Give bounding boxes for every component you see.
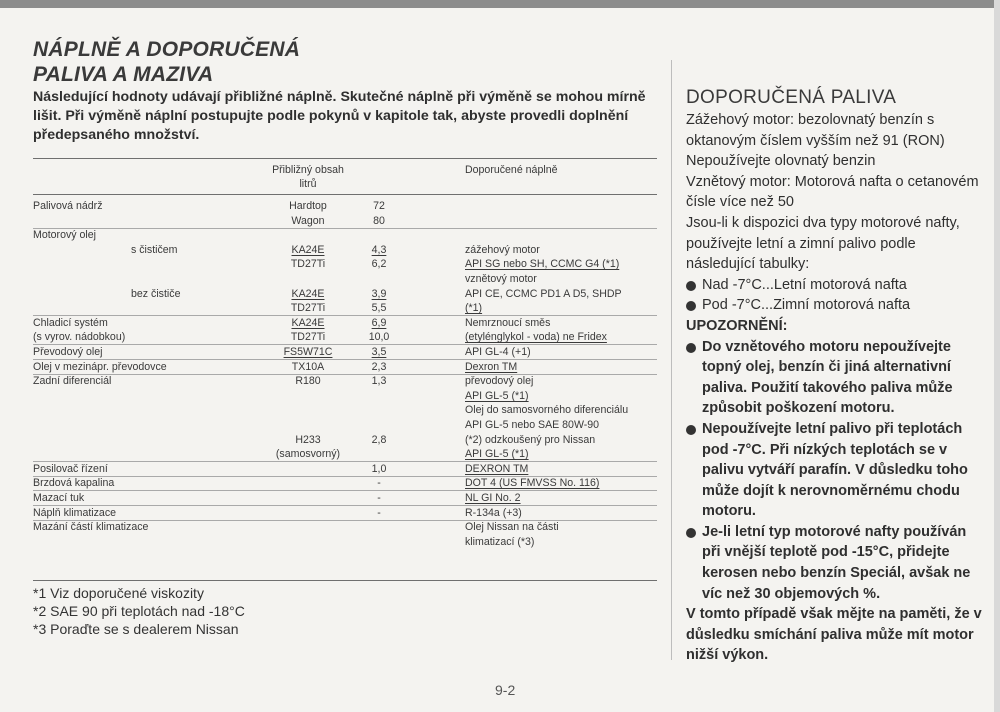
table-recommended: Dexron TM xyxy=(465,360,518,373)
caution-title: UPOZORNĚNÍ: xyxy=(686,317,788,334)
table-model: Wagon xyxy=(291,214,325,227)
header-capacity: Přibližný obsah xyxy=(272,164,344,176)
table-recommended: převodový olej xyxy=(465,375,534,388)
table-capacity-value: 6,2 xyxy=(371,258,387,271)
table-model: KA24E xyxy=(291,316,325,329)
table-capacity-value: - xyxy=(377,506,381,519)
page-title-line-1: NÁPLNĚ A DOPORUČENÁ xyxy=(33,38,301,61)
table-recommended: Nemrznoucí směs xyxy=(465,316,551,329)
table-item-label: Mazací tuk xyxy=(33,492,85,504)
table-model: TD27Ti xyxy=(290,302,326,315)
summer-diesel-item: Nad -7°C...Letní motorová nafta xyxy=(686,275,986,296)
table-row-rule xyxy=(33,228,657,229)
table-item-label: Mazání částí klimatizace xyxy=(33,521,149,534)
diesel-engine-text: Vznětový motor: Motorová nafta o cetanovém čísle více než 50 xyxy=(686,173,979,211)
caution-final-text: V tomto případě však mějte na paměti, že v důsledku smíchání paliva může mít motor nižší výkon. xyxy=(686,606,982,664)
table-model: TX10A xyxy=(291,360,325,373)
table-item-sublabel: bez čističe xyxy=(131,287,181,300)
fuels-heading: DOPORUČENÁ PALIVA xyxy=(686,87,897,108)
table-capacity-value: 10,0 xyxy=(368,331,390,344)
table-item-label: Náplň klimatizace xyxy=(33,506,117,519)
header-recommended: Doporučené náplně xyxy=(465,164,558,176)
table-row-rule xyxy=(33,461,657,462)
table-capacity-value: - xyxy=(377,477,381,490)
table-recommended: DOT 4 (US FMVSS No. 116) xyxy=(465,477,600,490)
table-model: Hardtop xyxy=(289,200,327,212)
table-recommended: (*1) xyxy=(465,302,483,315)
table-item-label: Olej v mezinápr. převodovce xyxy=(33,360,167,373)
table-model: TD27Ti xyxy=(290,258,326,271)
table-item-label: Palivová nádrž xyxy=(33,200,103,212)
table-bottom-rule xyxy=(33,580,657,581)
winter-diesel-item: Pod -7°C...Zimní motorová nafta xyxy=(686,295,986,316)
table-row-rule xyxy=(33,490,657,491)
petrol-engine-text: Zážehový motor: bezolovnatý benzín s oktanovým číslem vyšším než 91 (RON) xyxy=(686,112,945,149)
intro-paragraph: Následující hodnoty udávají přibližné náplně. Skutečné náplně při výměně se mohou mírně lišit. Při výměně náplní postupujte podle pokynů v kapitole tak, abyste provedli doplnění předepsaného množství. xyxy=(33,89,646,143)
table-capacity-value: 1,0 xyxy=(371,462,387,475)
table-model: (samosvorný) xyxy=(275,448,341,461)
table-recommended: Olej Nissan na části xyxy=(465,521,559,534)
caution-item-2: Nepoužívejte letní palivo při teplotách pod -7°C. Při nízkých teplotách se v palivu vytváří parafín. V důsledku toho může dojít k nerovnoměrnému chodu motoru. xyxy=(686,419,986,522)
fuels-body xyxy=(686,110,986,666)
table-header-rule xyxy=(33,194,657,195)
table-capacity-value: 1,3 xyxy=(371,375,387,388)
table-capacity-value: 3,9 xyxy=(371,287,387,300)
top-band xyxy=(0,0,1000,8)
table-item-label: Posilovač řízení xyxy=(33,462,108,475)
caution-item-1: Do vznětového motoru nepoužívejte topný olej, benzín či jiná alternativní paliva. Použití takového paliva může způsobit poškození motoru. xyxy=(686,337,986,419)
table-capacity-value: 2,8 xyxy=(371,433,387,446)
table-model: TD27Ti xyxy=(290,331,326,344)
leaded-warning-text: Nepoužívejte olovnatý benzin xyxy=(686,153,876,170)
table-item-label: Zadní diferenciál xyxy=(33,375,112,388)
column-divider xyxy=(671,60,672,660)
table-recommended: API GL-5 (*1) xyxy=(465,448,529,461)
page-number: 9-2 xyxy=(495,682,516,698)
table-item-label: Chladicí systém xyxy=(33,316,108,329)
footnote-3: *3 Poraďte se s dealerem Nissan xyxy=(33,621,239,637)
table-capacity-value: 80 xyxy=(373,214,385,227)
table-recommended: klimatizací (*3) xyxy=(465,535,535,548)
table-model: R180 xyxy=(295,375,321,388)
table-item-sublabel: s čističem xyxy=(131,243,178,256)
diesel-types-text: Jsou-li k dispozici dva typy motorové nafty, používejte letní a zimní palivo podle následující tabulky: xyxy=(686,214,960,273)
table-model: FS5W71C xyxy=(283,346,333,358)
table-recommended: (*2) odzkoušený pro Nissan xyxy=(465,433,596,446)
table-recommended: API CE, CCMC PD1 A D5, SHDP xyxy=(465,287,622,300)
table-item-label: (s vyrov. nádobkou) xyxy=(33,331,126,344)
table-recommended: zážehový motor xyxy=(465,243,540,256)
table-model: KA24E xyxy=(291,243,325,256)
table-item-label: Převodový olej xyxy=(33,346,103,358)
table-capacity-value: 2,3 xyxy=(371,360,387,373)
table-recommended: API GL-5 nebo SAE 80W-90 xyxy=(465,419,600,431)
caution-item-3: Je-li letní typ motorové nafty používán při vnější teplotě pod -15°C, přidejte kerosen nebo benzín Speciál, avšak ne víc než 30 objemových %. xyxy=(686,522,986,604)
table-capacity-value: 4,3 xyxy=(371,243,387,256)
table-recommended: Olej do samosvorného diferenciálu xyxy=(465,404,629,417)
page-title-line-2: PALIVA A MAZIVA xyxy=(33,63,214,86)
table-model: H233 xyxy=(295,433,321,446)
page-edge xyxy=(994,0,1000,712)
table-recommended: API GL-5 (*1) xyxy=(465,389,529,402)
table-model: KA24E xyxy=(291,287,325,300)
table-recommended: (etylénglykol - voda) ne Fridex xyxy=(465,331,607,344)
table-capacity-value: 72 xyxy=(373,200,385,212)
header-capacity-unit: litrů xyxy=(299,178,317,190)
table-row-rule xyxy=(33,505,657,506)
table-item-label: Motorový olej xyxy=(33,229,96,242)
footnote-1: *1 Viz doporučené viskozity xyxy=(33,585,204,601)
table-capacity-value: - xyxy=(377,492,381,504)
table-top-rule xyxy=(33,158,657,159)
footnote-2: *2 SAE 90 při teplotách nad -18°C xyxy=(33,603,245,619)
table-recommended: API GL-4 (+1) xyxy=(465,346,531,358)
table-recommended: NL GI No. 2 xyxy=(465,492,521,504)
table-recommended: R-134a (+3) xyxy=(465,506,522,519)
table-recommended: DEXRON TM xyxy=(465,462,529,475)
table-recommended: vznětový motor xyxy=(465,273,537,285)
table-capacity-value: 5,5 xyxy=(371,302,387,315)
table-item-label: Brzdová kapalina xyxy=(33,477,115,490)
table-recommended: API SG nebo SH, CCMC G4 (*1) xyxy=(465,258,620,271)
table-capacity-value: 6,9 xyxy=(371,316,387,329)
table-capacity-value: 3,5 xyxy=(371,346,387,358)
